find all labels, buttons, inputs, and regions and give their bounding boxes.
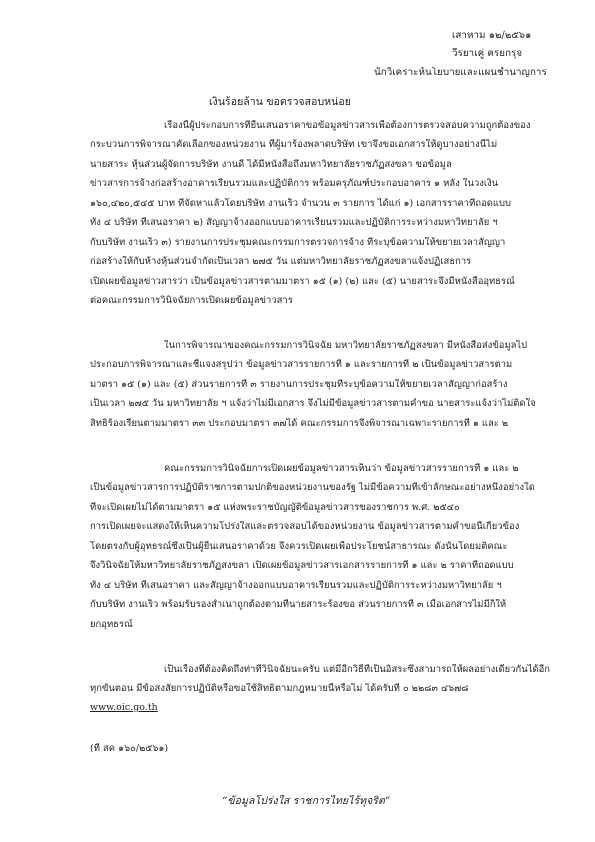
- author-name: วีรยาเคู่ ครยกรุจ: [452, 48, 523, 59]
- paragraph-line: กับบริษัท งานเร็ว ๓) รายงานการประชุมคณะกรรมการตรวจการจ้าง ที่ระบุข้อความให้ขยายเวลาสัญญา: [90, 237, 506, 248]
- paragraph-line: สิทธิร้องเรียนตามมาตรา ๓๓ ประกอบมาตรา ๓๗ได้ คณะกรรมการจึงพิจารณาเฉพาะรายการที่ ๑ และ ๒: [90, 418, 509, 429]
- paragraph-line: ทั้ง ๔ บริษัท ที่เสนอราคา ๒) สัญญาจ้างออกแบบอาคารเรียนรวมและปฏิบัติการระหว่างมหาวิทยาลัย ฯ: [90, 217, 498, 228]
- paragraph-line: เป็นเวลา ๒๗๕ วัน มหาวิทยาลัย ฯ แจ้งว่าไม่มีเอกสาร จึงไม่มีข้อมูลข่าวสารตามคำขอ นายสาระแจ้งว่าไม่ติดใจ: [90, 398, 536, 409]
- paragraph-line: ๑๖๐,๔๒๐,๕๔๕ บาท ที่จัดหาแล้วโดยบริษัท งานเร็ว จำนวน ๓ รายการ ได้แก่ ๑) เอกสารราคาที่ถอดแบบ: [90, 198, 511, 209]
- paragraph-line: เป็นเรื่องที่ต้องคิดถึงท่าที่วินิจฉัยนะครับ แต่มีอีกวิธีที่เป็นอิสระซึ่งสามารถให้ผลอย่างเดียวกันได้อีก: [164, 664, 551, 675]
- paragraph-line: นายสาระ หุ้นส่วนผู้จัดการบริษัท งานดี ได้มีหนังสือถึงมหาวิทยาลัยราชภัฏสงขลา ขอข้อมูล: [90, 159, 452, 170]
- closing-slogan: “ข้อมูลโปร่งใส ราชการไทยไร้ทุจริต”: [222, 795, 391, 807]
- paragraph-line: ยกอุทธรณ์: [90, 619, 133, 630]
- paragraph-line: ประกอบการพิจารณาและชี้แจงสรุปว่า ข้อมูลข่าวสารรายการที่ ๑ และรายการที่ ๒ เป็นข้อมูลข่าวสารตาม: [90, 359, 513, 370]
- paragraph-line: เรื่องนี้ผู้ประกอบการที่ยื่นเสนอราคาขอข้อมูลข่าวสารเพื่อต้องการตรวจสอบความถูกต้องของ: [164, 120, 531, 131]
- paragraph-line: ทุกขั้นตอน มีข้อสงสัยการปฏิบัติหรือขอใช้สิทธิตามกฎหมายนี้หรือไม่ ได้ครับที่ ๐ ๒๒๘๓ ๔๖๗๘: [90, 683, 469, 694]
- paragraph-line: โดยตรงกับผู้อุทธรณ์ซึ่งเป็นผู้ยื่นเสนอราคาด้วย จึงควรเปิดเผยเพื่อประโยชน์สาธารณะ ดังนั้นโดยมติคณะ: [90, 541, 508, 552]
- paragraph-line: ต่อคณะกรรมการวินิจฉัยการเปิดเผยข้อมูลข่าวสาร: [90, 295, 293, 306]
- author-title: นักวิเคราะห์นโยบายและแผนชำนาญการ: [374, 67, 547, 78]
- paragraph-line: เปิดเผยข้อมูลข่าวสารว่า เป็นข้อมูลข่าวสารตามมาตรา ๑๕ (๑) (๒) และ (๕) นายสาระจึงมีหนังสืออุทธรณ์: [90, 276, 515, 287]
- paragraph-line: จึงวินิจฉัยให้มหาวิทยาลัยราชภัฏสงขลา เปิดเผยข้อมูลข่าวสารเอกสารรายการที่ ๑ และ ๒ ราคาที่ถอดแบบ: [90, 560, 514, 571]
- paragraph-line: คณะกรรมการวินิจฉัยการเปิดเผยข้อมูลข่าวสารเห็นว่า ข้อมูลข่าวสารรายการที่ ๑ และ ๒: [164, 463, 519, 474]
- paragraph-line: ในการพิจารณาของคณะกรรมการวินิจฉัย มหาวิทยาลัยราชภัฏสงขลา มีหนังสือส่งข้อมูลไป: [164, 340, 528, 351]
- document-date: เสาหาม ๑๒/๒๕๖๑: [452, 30, 532, 41]
- website-link[interactable]: www.oic.go.th: [90, 702, 158, 713]
- paragraph-line: กระบวนการพิจารณาคัดเลือกของหน่วยงาน ที่ผู้มาร้องพลาดบริษัท เขาจึงขอเอกสารให้ดูบางอย่างนี้ไม่: [90, 139, 498, 150]
- paragraph-line: ที่จะเปิดเผยไม่ได้ตามมาตรา ๑๕ แห่งพระราชบัญญัติข้อมูลข่าวสารของราชการ พ.ศ. ๒๕๔๐: [90, 502, 460, 513]
- paragraph-line: กับบริษัท งานเร็ว พร้อมรับรองสำเนาถูกต้องตามที่นายสาระร้องขอ ส่วนรายการที่ ๓ เมื่อเอกสารไม่มีก็ให้: [90, 599, 507, 610]
- document-reference: (ที่ สค ๑๖๐/๒๕๖๑): [90, 743, 169, 754]
- paragraph-line: มาตรา ๑๕ (๑) และ (๕) ส่วนรายการที่ ๓ รายงานการประชุมที่ระบุข้อความให้ขยายเวลาสัญญาก่อสร้าง: [90, 379, 508, 390]
- paragraph-line: ก่อสร้างให้กับห้างหุ้นส่วนจำกัดเป็นเวลา ๒๗๕ วัน แต่มหาวิทยาลัยราชภัฏสงขลาแจ้งปฏิเสธการ: [90, 256, 472, 267]
- paragraph-line: ข่าวสารการจ้างก่อสร้างอาคารเรียนรวมและปฏิบัติการ พร้อมครุภัณฑ์ประกอบอาคาร ๑ หลัง ในวงเงิน: [90, 178, 499, 189]
- paragraph-line: เป็นข้อมูลข่าวสารการปฏิบัติราชการตามปกติของหน่วยงานของรัฐ ไม่มีข้อความที่เข้าลักษณะอย่างหนึ่งอย่างใด: [90, 482, 535, 493]
- paragraph-line: การเปิดเผยจะแสดงให้เห็นความโปร่งใสและตรวจสอบได้ของหน่วยงาน ข้อมูลข่าวสารตามคำขอนี้เกี่ยวข้อง: [90, 521, 520, 532]
- document-title: เงินร้อยล้าน ขอตรวจสอบหน่อย: [209, 96, 351, 108]
- paragraph-line: ทั้ง ๔ บริษัท ที่เสนอราคา และสัญญาจ้างออกแบบอาคารเรียนรวมและปฏิบัติการระหว่างมหาวิทยาลัย ฯ: [90, 580, 502, 591]
